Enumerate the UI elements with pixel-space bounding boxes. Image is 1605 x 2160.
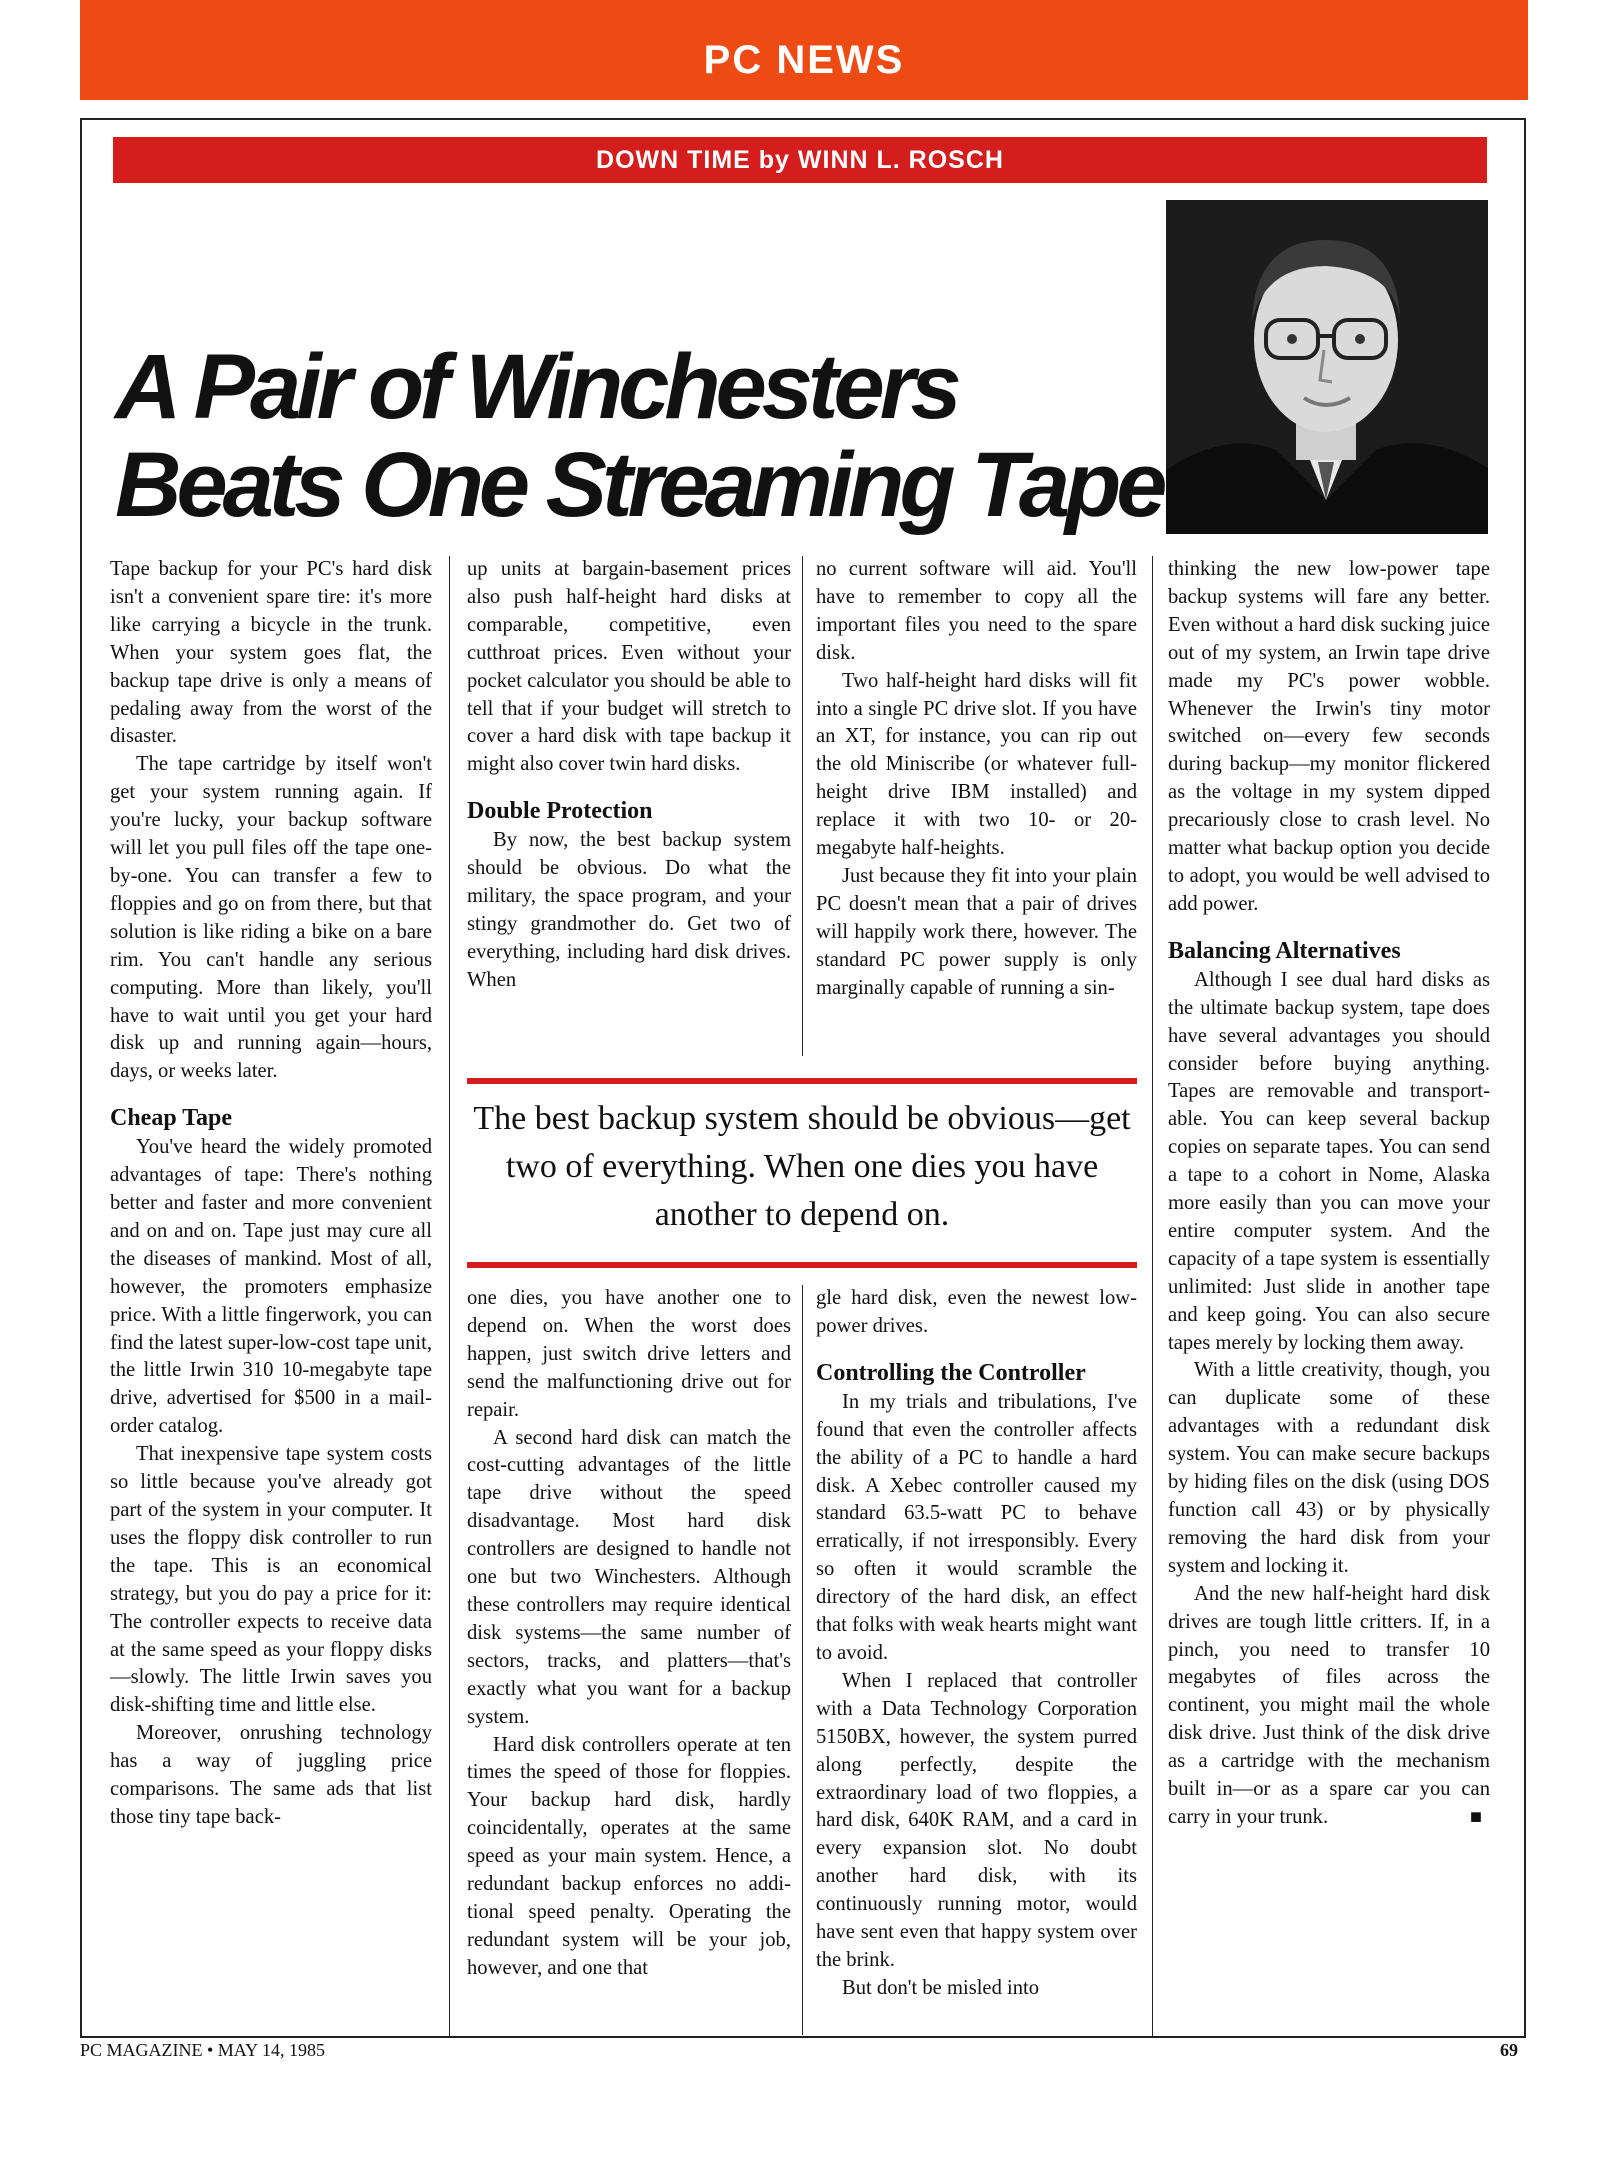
author-photo (1166, 200, 1488, 534)
paragraph: The tape cartridge by itself won't get your system running again. If you're lucky, your backup software will let you pull files off the tape one-by-one. You can transfer a few to floppies and go on from there, but that solution is like riding a bike on a bare rim. You can't handle any serious computing. More than likely, you'll have to wait until you get your hard disk up and running again—hours, days, or weeks later. (110, 753, 432, 1083)
byline-bar: DOWN TIME by WINN L. ROSCH (113, 137, 1487, 183)
paragraph: gle hard disk, even the newest low-power drives. (816, 1287, 1137, 1337)
paragraph: A second hard disk can match the cost-cutting advantages of the little tape drive without the speed disadvantage. Most hard disk controllers are designed to handle not one but two Winchesters. Although these controllers may require identical disk systems—the same number of sectors, tracks, and platters—that's exactly what you want for a backup system. (467, 1426, 791, 1728)
paragraph: With a little creativity, though, you can duplicate some of these advantages with a redundant disk system. You can make secure backups by hiding files on the disk (using DOS function call 43) or by physically removing the hard disk from your system and locking it. (1168, 1359, 1490, 1577)
subhead-double-protection: Double Protection (467, 798, 653, 825)
paragraph (1168, 1581, 1490, 1832)
column-divider (802, 556, 803, 1056)
paragraph: But don't be misled into (842, 1976, 1040, 1999)
subhead-cheap-tape: Cheap Tape (110, 1105, 233, 1132)
footer-publication: PC MAGAZINE • MAY 14, 1985 (80, 2040, 325, 2060)
subhead-balancing-alternatives: Balancing Alternatives (1168, 937, 1401, 964)
paragraph: no current software will aid. You'll have to remember to copy all the important files you need to the spare disk. (816, 558, 1137, 664)
paragraph: Moreover, onrushing technology has a way of juggling price comparisons. The same ads that list those tiny tape back- (110, 1722, 432, 1828)
paragraph: In my trials and tribulations, I've found that even the controller affects the ability of a PC to handle a hard disk. A Xebec controller caused my standard 63.5-watt PC to behave erratically, if not irresponsibly. Every so often it would scramble the directory of the hard disk, an effect that folks with weak hearts might want to avoid. (816, 1390, 1137, 1664)
paragraph: That inexpensive tape system costs so little because you've already got part of the system in your computer. It uses the floppy disk controller to run the tape. This is an economical strategy, but you do pay a price for it: The controller expects to receive data at the same speed as your floppy disks—slowly. The little Irwin saves you disk-shifting time and little else. (110, 1443, 432, 1717)
pullquote: The best backup system should be obvious—get two of everything. When one dies you have another to depend on. (473, 1100, 1131, 1233)
paragraph: When I replaced that controller with a Data Technology Corporation 5150BX, however, the system purred along perfectly, despite the extraordinary load of two floppies, a hard disk, 640K RAM, and a card in every expansion slot. No doubt another hard disk, with its continuously running motor, would have sent even that happy system over the brink. (816, 1669, 1137, 1971)
article-column-3-bottom (816, 1285, 1137, 2045)
paragraph: Tape backup for your PC's hard disk isn't a convenient spare tire: it's more like carrying a bicycle in the trunk. When your system goes flat, the backup tape drive is only a means of pedaling away from the worst of the disaster. (110, 558, 432, 748)
subhead-controlling-the-controller: Controlling the Controller (816, 1359, 1086, 1386)
section-banner-title: PC NEWS (703, 37, 905, 82)
end-mark-icon: ■ (1469, 1805, 1482, 1828)
headline-line-2: Beats One Streaming Tape (115, 434, 1163, 536)
pullquote-top-rule (467, 1078, 1137, 1084)
footer-page-number: 69 (1500, 2040, 1518, 2060)
paragraph: Hard disk controllers operate at ten times the speed of those for floppies. Your backup hard disk, hardly coincidentally, operates at the same speed as your main system. Hence, a redundant backup enforces no additional speed penalty. Operating the redundant system will be your job, however, and one that (467, 1733, 791, 1979)
paragraph: You've heard the widely promoted advantages of tape: There's nothing better and faster and more convenient and on and on. Tape just may cure all the diseases of mankind. Most of all, however, the promoters emphasize price. With a little fingerwork, you can find the latest super-low-cost tape unit, the little Irwin 310 10-megabyte tape drive, advertised for $500 in a mail-order catalog. (110, 1136, 432, 1438)
pullquote-bottom-rule (467, 1262, 1137, 1268)
paragraph-text: And the new half-height hard disk drives are tough little critters. If, in a pinch, you need to transfer 10 megabytes of files across the continent, you might mail the whole disk drive. Just think of the disk drive as a cartridge with the mechanism built in—or as a spare car you can carry in your trunk. (1168, 1582, 1490, 1828)
article-column-2-top (467, 556, 791, 1056)
column-divider (449, 556, 450, 2036)
article-column-3-top (816, 556, 1137, 1056)
article-headline (115, 338, 1175, 534)
column-divider (802, 1285, 803, 2035)
article-column-1 (110, 556, 432, 2046)
paragraph: Just because they fit into your plain PC doesn't mean that a pair of drives will happily work there, however. The standard PC power supply is only marginally capable of running a sin- (816, 864, 1137, 999)
paragraph: up units at bargain-basement prices also push half-height hard disks at comparable, competitive, even cutthroat prices. Even without your pocket calculator you should be able to tell that if your budget will stretch to cover a hard disk with tape backup it might also cover twin hard disks. (467, 558, 791, 776)
section-banner (80, 0, 1528, 100)
author-portrait-image (1166, 200, 1488, 534)
paragraph: By now, the best backup system should be obvious. Do what the military, the space program, and your stingy grandmother do. Get two of everything, including hard disk drives. When (467, 829, 791, 991)
paragraph: Although I see dual hard disks as the ultimate backup system, tape does have several advantages you should consider before buying anything. Tapes are removable and transportable. You can keep several backup copies on separate tapes. You can send a tape to a cohort in Nome, Alaska more easily than you can move your entire computer system. And the capacity of a tape system is essentially unlimited: Just slide in another tape and keep going. You can also secure tapes merely by locking them away. (1168, 968, 1490, 1354)
paragraph: one dies, you have another one to depend on. When the worst does happen, just switch drive letters and send the malfunctioning drive out for repair. (467, 1287, 791, 1421)
article-column-4 (1168, 556, 1490, 2046)
paragraph: thinking the new low-power tape backup systems will fare any better. Even without a hard disk sucking juice out of my system, an Irwin tape drive made my PC's power wobble. Whenever the Irwin's tiny motor switched on—every few seconds during backup—my monitor flickered as the voltage in my system dipped precariously close to crash level. No matter what backup option you decide to adopt, you would be well advised to add power. (1168, 558, 1490, 915)
paragraph: Two half-height hard disks will fit into a single PC drive slot. If you have an XT, for instance, you can rip out the old Miniscribe (or whatever full-height drive IBM installed) and replace it with two 10- or 20-megabyte half-heights. (816, 669, 1137, 860)
column-divider (1152, 556, 1153, 2036)
article-column-2-bottom (467, 1285, 791, 2045)
headline-line-1: A Pair of Winchesters (115, 336, 957, 438)
